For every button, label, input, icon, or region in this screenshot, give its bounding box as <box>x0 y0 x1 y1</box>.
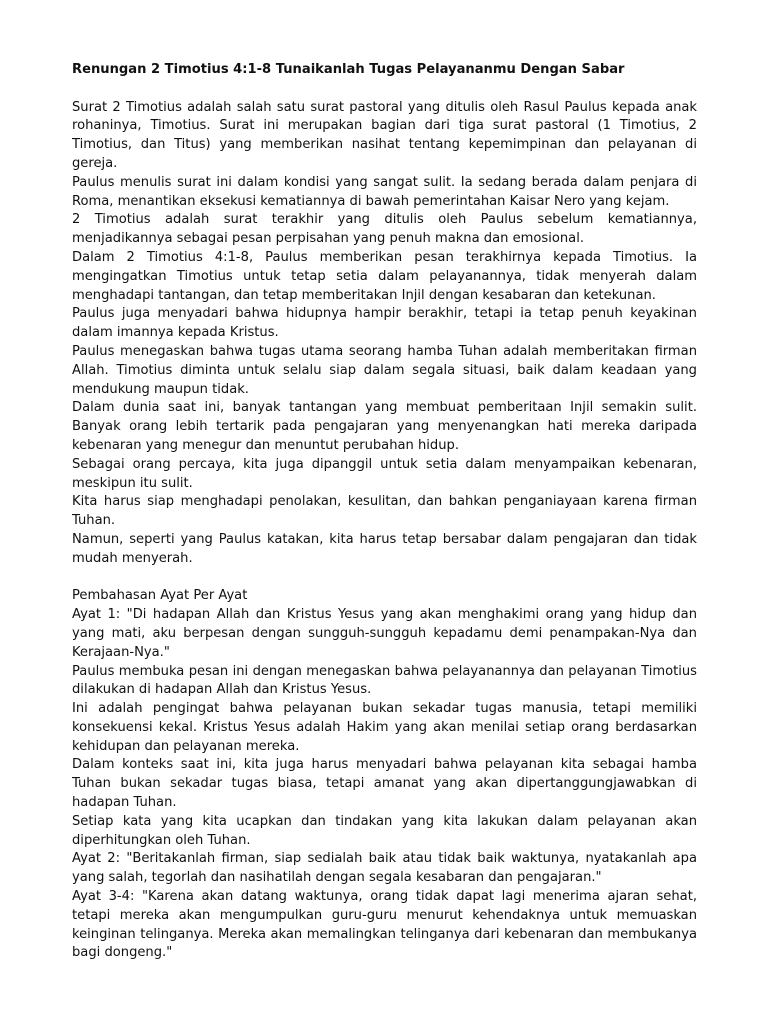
paragraph: Ayat 1: "Di hadapan Allah dan Kristus Yesus yang akan menghakimi orang yang hidup dan yang mati, aku berpesan dengan sungguh-sungguh kepadamu demi penampakan-Nya dan Kerajaan-Nya." <box>72 607 697 660</box>
paragraph: Namun, seperti yang Paulus katakan, kita harus tetap bersabar dalam pengajaran dan tidak mudah menyerah. <box>72 531 697 566</box>
paragraph: Paulus menegaskan bahwa tugas utama seorang hamba Tuhan adalah memberitakan firman Allah. Timotius diminta untuk selalu siap dalam segala situasi, baik dalam keadaan yang mendukung maupun tidak. <box>72 343 697 397</box>
paragraph: Ini adalah pengingat bahwa pelayanan bukan sekadar tugas manusia, tetapi memiliki konsekuensi kekal. Kristus Yesus adalah Hakim yang akan menilai setiap orang berdasarkan kehidupan dan pelayanan mereka. <box>72 701 697 754</box>
paragraph: Kita harus siap menghadapi penolakan, kesulitan, dan bahkan penganiayaan karena firman Tuhan. <box>72 494 697 529</box>
spacer <box>72 569 697 588</box>
paragraph: Paulus membuka pesan ini dengan menegaskan bahwa pelayanannya dan pelayanan Timotius dilakukan di hadapan Allah dan Kristus Yesus. <box>72 663 697 698</box>
paragraph: Dalam 2 Timotius 4:1-8, Paulus memberikan pesan terakhirnya kepada Timotius. Ia mengingatkan Timotius untuk tetap setia dalam pelayanannya, tidak menyerah dalam menghadapi tantangan, dan tetap memberitakan Injil dengan kesabaran dan ketekunan. <box>72 249 697 303</box>
paragraph: Sebagai orang percaya, kita juga dipanggil untuk setia dalam menyampaikan kebenaran, meskipun itu sulit. <box>72 456 697 491</box>
spacer <box>72 80 697 99</box>
paragraph: Ayat 3-4: "Karena akan datang waktunya, orang tidak dapat lagi menerima ajaran sehat, tetapi mereka akan mengumpulkan guru-guru menurut kehendaknya untuk memuaskan keinginan telinganya. Mereka akan memalingkan telinganya dari kebenaran dan membukanya bagi dongeng." <box>72 889 697 961</box>
intro-section <box>72 99 697 569</box>
document-title: Renungan 2 Timotius 4:1-8 Tunaikanlah Tugas Pelayananmu Dengan Sabar <box>72 62 625 77</box>
paragraph: Paulus menulis surat ini dalam kondisi yang sangat sulit. Ia sedang berada dalam penjara di Roma, menantikan eksekusi kematiannya di bawah pemerintahan Kaisar Nero yang kejam. <box>72 174 697 209</box>
paragraph: Surat 2 Timotius adalah salah satu surat pastoral yang ditulis oleh Rasul Paulus kepada anak rohaninya, Timotius. Surat ini merupakan bagian dari tiga surat pastoral (1 Timotius, 2 Timotius, dan Titus) yang memberikan nasihat tentang kepemimpinan dan pelayanan di gereja. <box>72 99 697 171</box>
paragraph: 2 Timotius adalah surat terakhir yang ditulis oleh Paulus sebelum kematiannya, menjadikannya sebagai pesan perpisahan yang penuh makna dan emosional. <box>72 212 697 247</box>
paragraph: Paulus juga menyadari bahwa hidupnya hampir berakhir, tetapi ia tetap penuh keyakinan dalam imannya kepada Kristus. <box>72 306 697 341</box>
verse-section <box>72 606 697 963</box>
paragraph: Dalam dunia saat ini, banyak tantangan yang membuat pemberitaan Injil semakin sulit. Banyak orang lebih tertarik pada pengajaran yang menyenangkan hati mereka daripada kebenaran yang menegur dan menuntut perubahan hidup. <box>72 400 697 453</box>
paragraph: Setiap kata yang kita ucapkan dan tindakan yang kita lakukan dalam pelayanan akan diperhitungkan oleh Tuhan. <box>72 813 697 848</box>
document-page <box>72 61 697 963</box>
section-heading: Pembahasan Ayat Per Ayat <box>72 588 248 604</box>
paragraph: Dalam konteks saat ini, kita juga harus menyadari bahwa pelayanan kita sebagai hamba Tuhan bukan sekadar tugas biasa, tetapi amanat yang akan dipertanggungjawabkan di hadapan Tuhan. <box>72 757 697 811</box>
paragraph: Ayat 2: "Beritakanlah firman, siap sedialah baik atau tidak baik waktunya, nyatakanlah apa yang salah, tegorlah dan nasihatilah dengan segala kesabaran dan pengajaran." <box>72 851 697 886</box>
